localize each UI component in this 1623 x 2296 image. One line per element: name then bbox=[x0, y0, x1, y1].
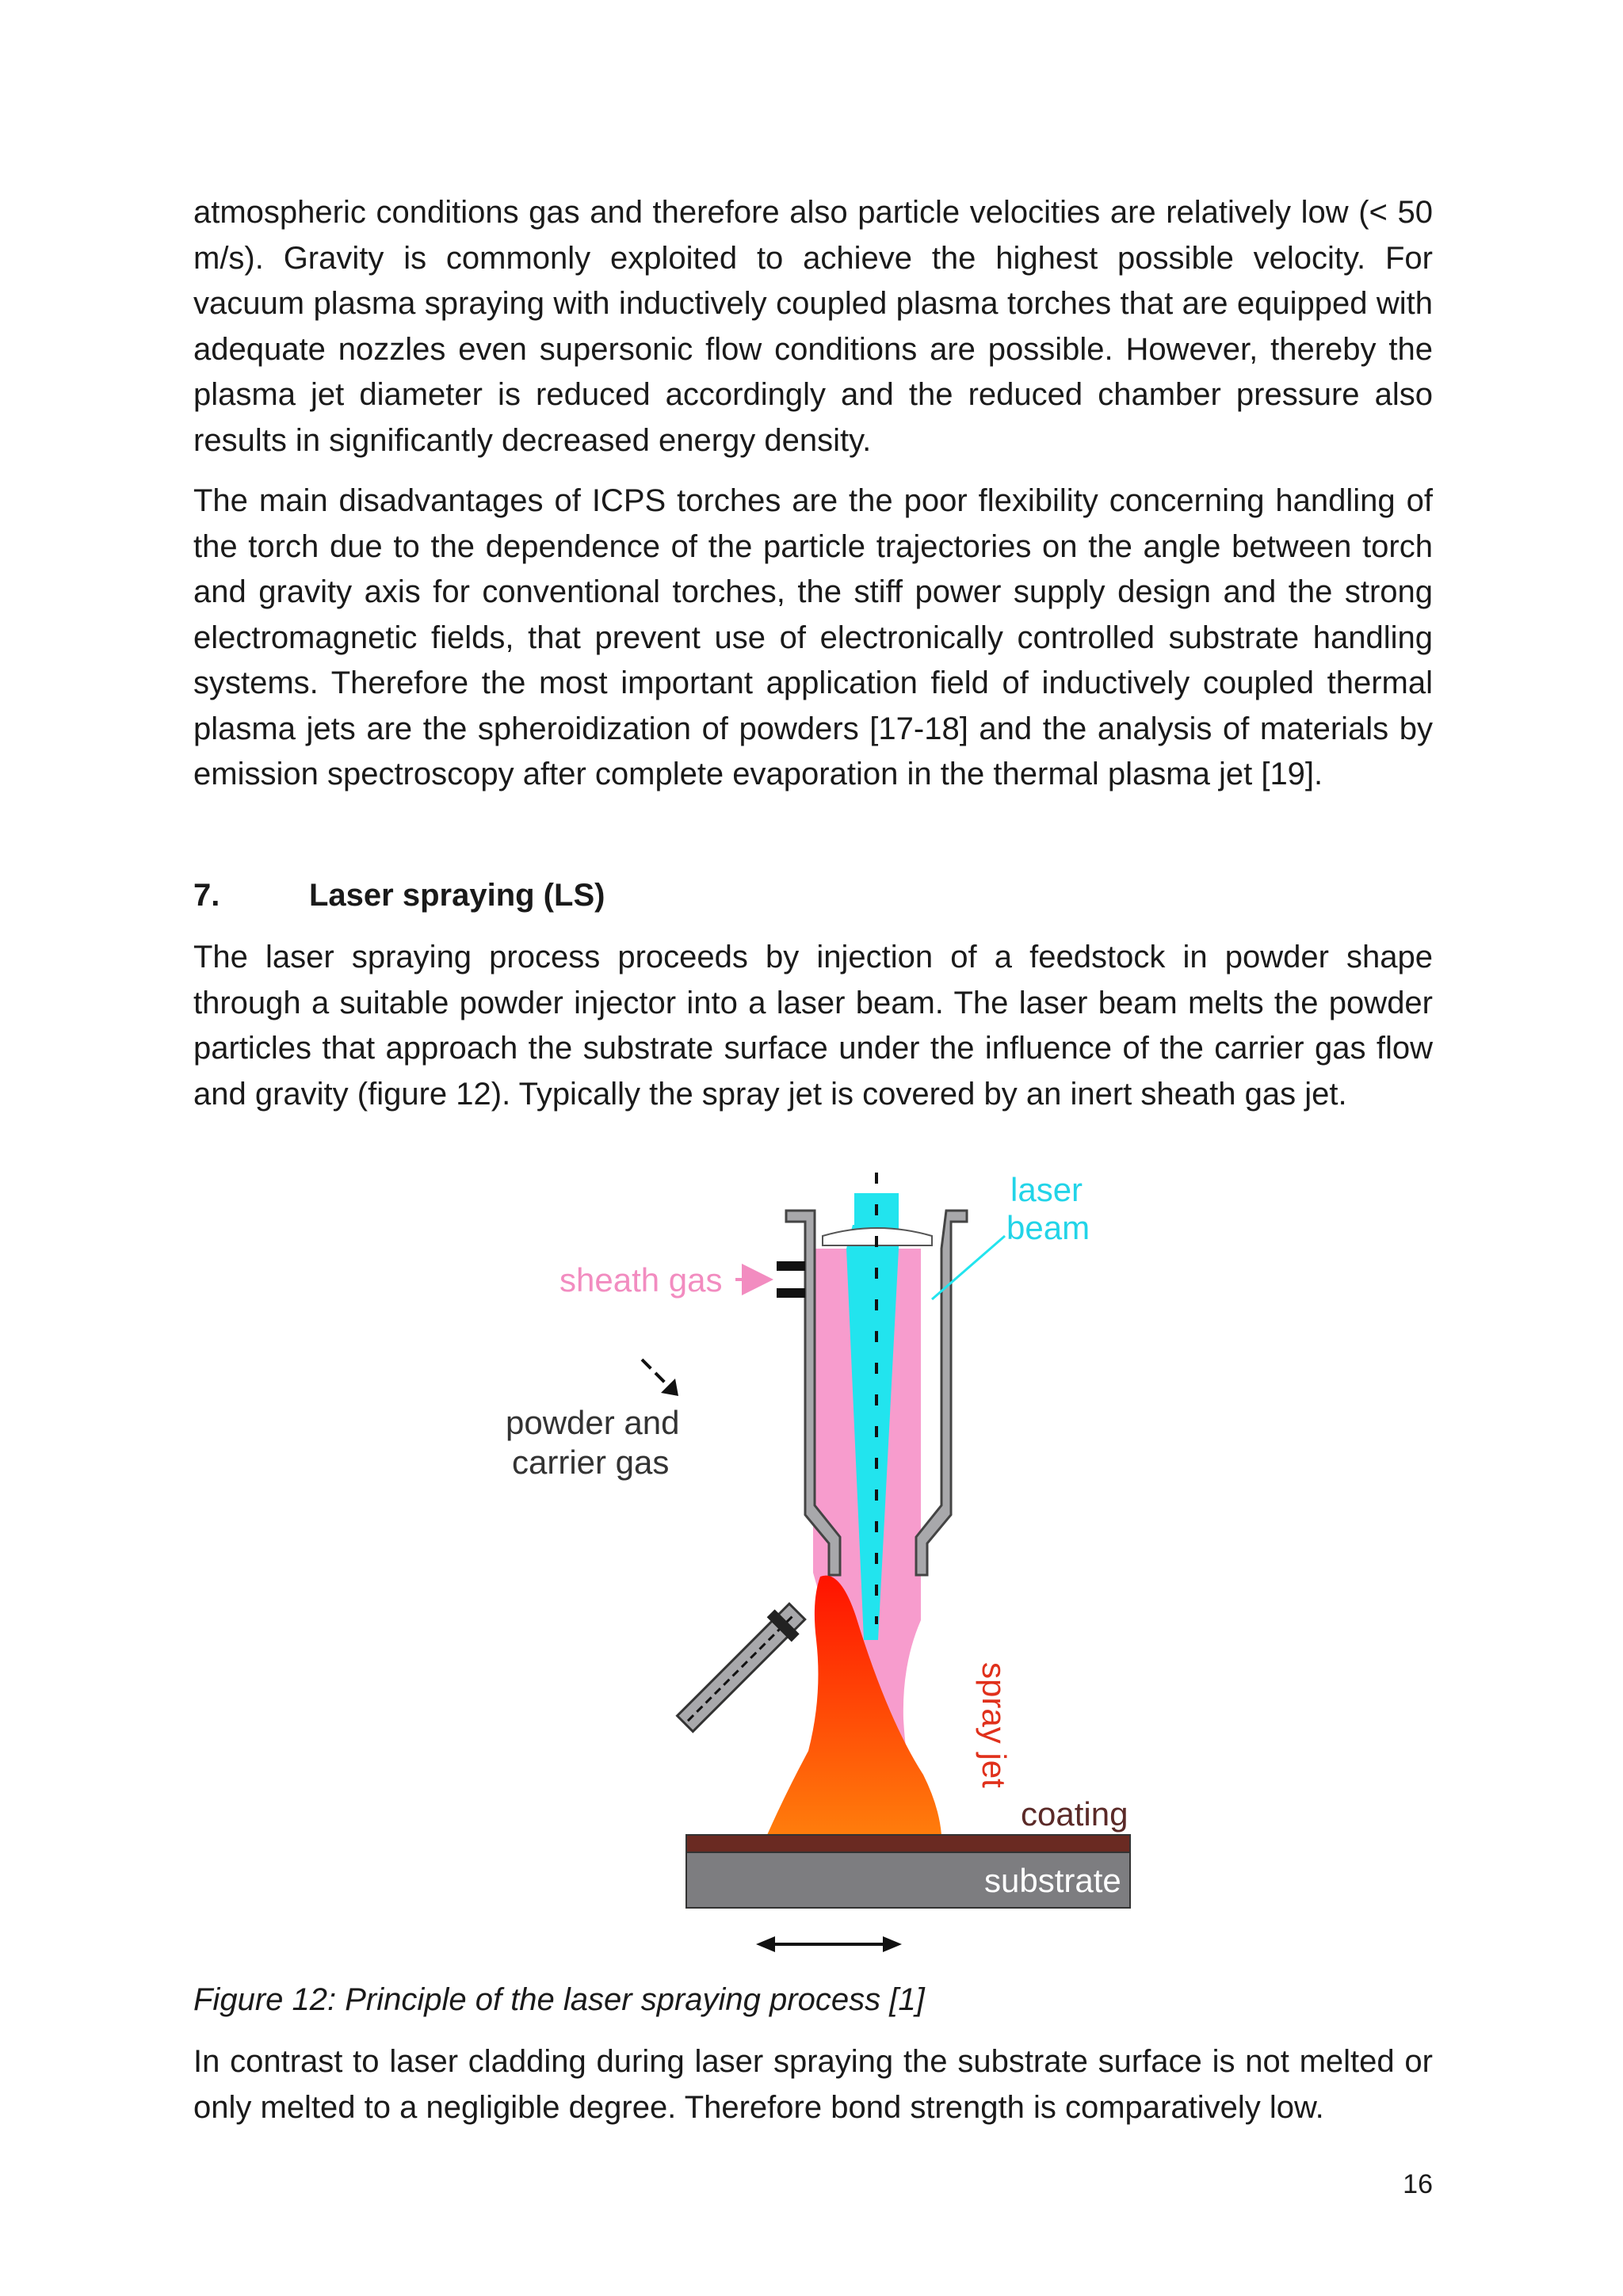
paragraph-laser-spraying-intro: The laser spraying process proceeds by injection of a feedstock in powder shape through a suitable powder injector into a laser beam. The laser beam melts the powder particles that approach the substrate surface under the influence of the carrier gas flow and gravity (figure 12). Typically the spray jet is covered by an inert sheath gas jet. bbox=[193, 940, 1433, 1112]
label-coating: coating bbox=[1021, 1795, 1128, 1833]
section-number: 7. bbox=[193, 878, 220, 913]
label-beam: beam bbox=[1006, 1209, 1090, 1246]
sheath-gas-port-upper bbox=[777, 1261, 805, 1271]
traverse-arrowhead-left bbox=[756, 1936, 775, 1952]
label-carrier-gas: carrier gas bbox=[512, 1444, 670, 1481]
figure-laser-spraying bbox=[491, 1173, 1157, 1973]
coating-layer bbox=[686, 1835, 1130, 1852]
label-substrate: substrate bbox=[984, 1862, 1121, 1899]
sheath-gas-port-lower bbox=[777, 1288, 805, 1298]
paragraph-contrast-cladding: In contrast to laser cladding during laser spraying the substrate surface is not melted or only melted to a negligible degree. Therefore bond strength is comparatively low. bbox=[193, 2044, 1433, 2125]
page-number: 16 bbox=[1403, 2169, 1433, 2199]
powder-injector bbox=[673, 1600, 810, 1737]
label-sheath-gas: sheath gas bbox=[559, 1261, 723, 1299]
label-spray-jet: spray jet bbox=[976, 1662, 1013, 1788]
label-laser: laser bbox=[1010, 1173, 1083, 1208]
paragraph-icps-velocity: atmospheric conditions gas and therefore also particle velocities are relatively low (< 50 m/s). Gravity is commonly exploited to achieve the highest possible velocity. For vacuum plasma spraying with inductively coupled plasma torches that are equipped with adequate nozzles even supersonic flow conditions are possible. However, thereby the plasma jet diameter is reduced accordingly and the reduced chamber pressure also results in significantly decreased energy density. bbox=[193, 195, 1433, 458]
section-title: Laser spraying (LS) bbox=[309, 878, 605, 913]
nozzle-right-wall bbox=[916, 1211, 967, 1575]
label-powder-and: powder and bbox=[506, 1404, 680, 1441]
paragraph-icps-disadvantages: The main disadvantages of ICPS torches are the poor flexibility concerning handling of the torch due to the dependence of the particle trajectories on the angle between torch and gravity axis for conventional torches, the stiff power supply design and the strong electromagnetic fields, that prevent use of electronically controlled substrate handling systems. Therefore the most important application field of inductively coupled thermal plasma jets are the spheroidization of powders [17-18] and the analysis of materials by emission spectroscopy after complete evaporation in the thermal plasma jet [19]. bbox=[193, 483, 1433, 791]
figure-caption: Figure 12: Principle of the laser spraying process [1] bbox=[193, 1982, 925, 2017]
section-heading bbox=[193, 873, 605, 918]
laser-spraying-diagram bbox=[491, 1173, 1157, 1973]
traverse-arrowhead-right bbox=[883, 1936, 902, 1952]
